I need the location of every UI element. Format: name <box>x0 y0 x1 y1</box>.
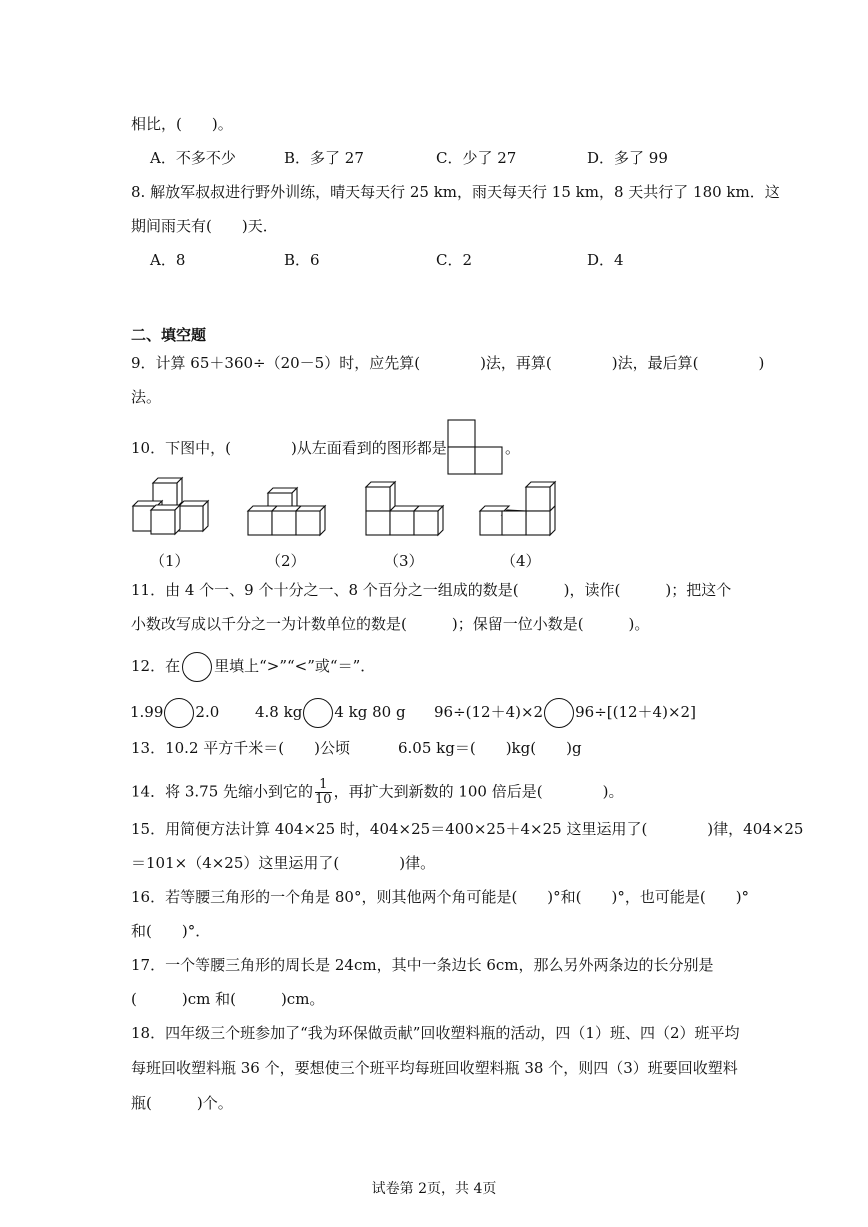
q9-line1: 9．计算 65＋360÷（20－5）时，应先算( )法，再算( )法，最后算( ) <box>131 354 765 372</box>
q12-item-3 <box>434 698 696 728</box>
q10-text: 10．下图中，( )从左面看到的图形都是 <box>131 439 447 457</box>
q17-line2: ( )cm 和( )cm。 <box>131 990 325 1008</box>
q14-text <box>131 778 623 807</box>
q12-item-right: 96÷[(12＋4)×2] <box>575 703 696 721</box>
cube-caption-4: （4） <box>501 552 541 570</box>
q12-item-right: 4 kg 80 g <box>334 703 406 721</box>
page-footer: 试卷第 2页，共 4页 <box>371 1181 497 1197</box>
blank-circle-icon <box>182 652 212 682</box>
q12-item-left: 4.8 kg <box>255 703 303 721</box>
q14-before: 14．将 3.75 先缩小到它的 <box>131 782 314 801</box>
q8-line1: 8. 解放军叔叔进行野外训练，晴天每天行 25 km，雨天每天行 15 km，8 天共行了 180 km．这 <box>131 183 780 201</box>
section-title: 二、填空题 <box>131 326 207 344</box>
cube-caption-3: （3） <box>384 552 424 570</box>
q18-line1: 18．四年级三个班参加了“我为环保做贡献”回收塑料瓶的活动，四（1）班、四（2）班平均 <box>131 1024 740 1042</box>
q17-line1: 17．一个等腰三角形的周长是 24cm，其中一条边长 6cm，那么另外两条边的长分别是 <box>131 956 714 974</box>
q18-line2: 每班回收塑料瓶 36 个，要想使三个班平均每班回收塑料瓶 38 个，则四（3）班要回收塑料 <box>131 1059 738 1077</box>
compare-circle-input[interactable] <box>303 698 333 728</box>
q7-option-b[interactable]: B．多了 27 <box>284 149 364 167</box>
q8-option-c[interactable]: C．2 <box>436 251 473 269</box>
cube-caption-1: （1） <box>150 552 190 570</box>
q8-option-a[interactable]: A．8 <box>150 251 186 269</box>
q12-item-2 <box>255 698 406 728</box>
q13-part2: 6.05 kg＝( )kg( )g <box>398 739 582 757</box>
q15-line2: ＝101×（4×25）这里运用了( )律。 <box>131 854 436 872</box>
q16-line2: 和( )°． <box>131 922 211 940</box>
q12-item-1 <box>130 698 219 728</box>
q7-option-d[interactable]: D．多了 99 <box>587 149 668 167</box>
cube-figure-3 <box>364 481 442 537</box>
q10-left-view-figure <box>447 419 503 475</box>
q7-tail: 相比，( )。 <box>131 115 233 133</box>
q12-item-left: 96÷(12＋4)×2 <box>434 703 544 721</box>
q12-after: 里填上“>”“<”或“＝”． <box>214 657 376 675</box>
q12-before: 12．在 <box>131 657 181 675</box>
q12-item-right: 2.0 <box>195 703 220 721</box>
cube-figure-2 <box>248 487 326 537</box>
q14-fraction <box>315 778 332 807</box>
q15-line1: 15．用简便方法计算 404×25 时，404×25＝400×25＋4×25 这里运用了( )律，404×25 <box>131 820 804 838</box>
fraction-denominator: 10 <box>315 792 332 807</box>
q16-line1: 16．若等腰三角形的一个角是 80°，则其他两个角可能是( )°和( )°，也可能是( )° <box>131 888 750 906</box>
cube-caption-2: （2） <box>266 552 306 570</box>
q9-line2: 法。 <box>131 388 162 406</box>
cube-figure-4 <box>480 481 558 537</box>
q11-line1: 11．由 4 个一、9 个十分之一、8 个百分之一组成的数是( )，读作( )；把这个 <box>131 581 732 599</box>
cube-figure-1 <box>130 481 208 537</box>
q10-text-end: 。 <box>505 439 521 457</box>
q7-option-c[interactable]: C．少了 27 <box>436 149 517 167</box>
q18-line3: 瓶( )个。 <box>131 1094 233 1112</box>
q11-line2: 小数改写成以千分之一为计数单位的数是( )；保留一位小数是( )。 <box>131 615 650 633</box>
compare-circle-input[interactable] <box>544 698 574 728</box>
q8-option-d[interactable]: D．4 <box>587 251 624 269</box>
q12-item-left: 1.99 <box>130 703 164 721</box>
q8-option-b[interactable]: B．6 <box>284 251 320 269</box>
q13-part1: 13．10.2 平方千米＝( )公顷 <box>131 739 350 757</box>
q14-after: ，再扩大到新数的 100 倍后是( )。 <box>333 782 624 801</box>
compare-circle-input[interactable] <box>164 698 194 728</box>
q8-line2: 期间雨天有( )天． <box>131 217 278 235</box>
q12-instruction <box>131 652 375 682</box>
fraction-numerator: 1 <box>315 778 332 793</box>
q7-option-a[interactable]: A．不多不少 <box>150 149 236 167</box>
